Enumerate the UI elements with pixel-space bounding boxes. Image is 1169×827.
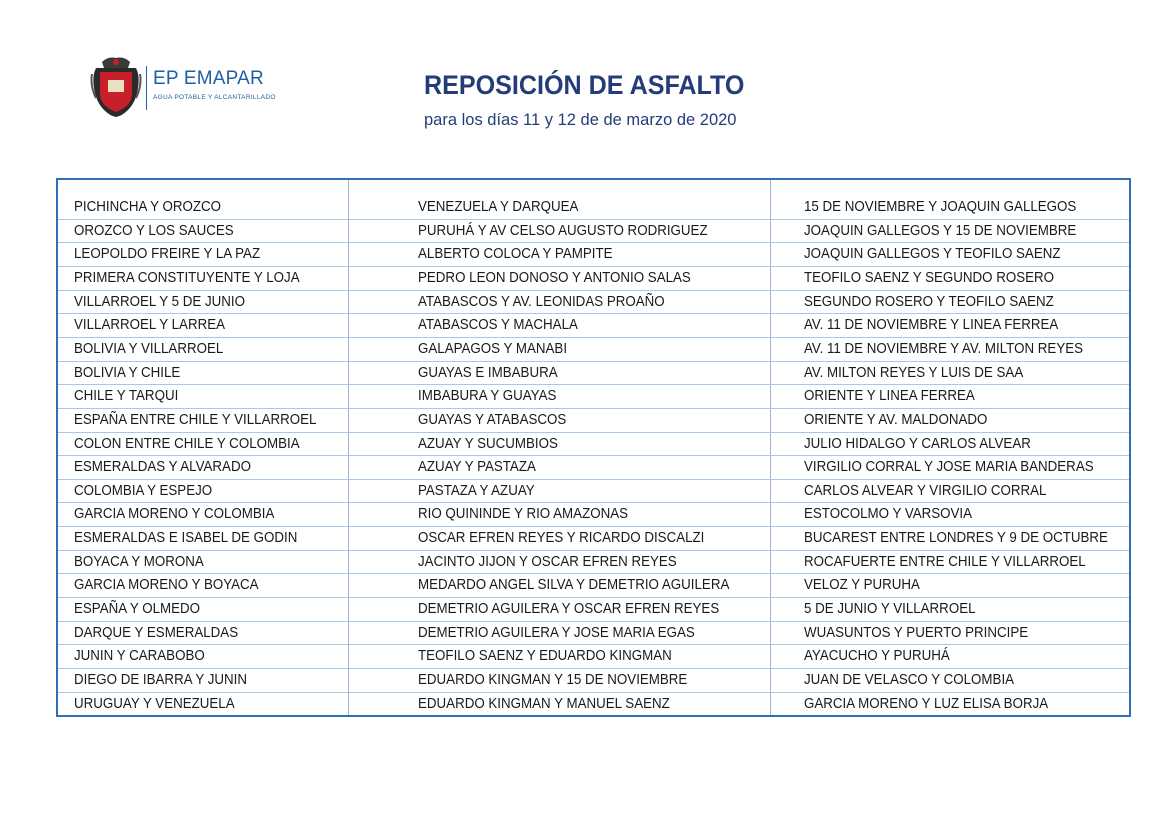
column-divider [348, 180, 349, 715]
row-divider [58, 219, 1129, 220]
table-cell: BUCAREST ENTRE LONDRES Y 9 DE OCTUBRE [804, 530, 1108, 547]
table-cell: GUAYAS Y ATABASCOS [418, 411, 567, 428]
column-divider [770, 180, 771, 715]
table-cell: COLOMBIA Y ESPEJO [74, 482, 213, 499]
table-cell: ROCAFUERTE ENTRE CHILE Y VILLARROEL [804, 553, 1086, 570]
logo-divider [146, 66, 147, 110]
table-cell: OSCAR EFREN REYES Y RICARDO DISCALZI [418, 530, 705, 547]
table-cell: VILLARROEL Y 5 DE JUNIO [74, 293, 246, 310]
table-cell: GALAPAGOS Y MANABI [418, 340, 568, 357]
table-cell: VILLARROEL Y LARREA [74, 317, 226, 334]
table-cell: AZUAY Y PASTAZA [418, 459, 536, 476]
row-divider [58, 692, 1129, 693]
row-divider [58, 455, 1129, 456]
table-cell: VELOZ Y PURUHA [804, 577, 920, 594]
table-cell: ATABASCOS Y MACHALA [418, 317, 578, 334]
table-cell: SEGUNDO ROSERO Y TEOFILO SAENZ [804, 293, 1054, 310]
row-divider [58, 644, 1129, 645]
table-cell: EDUARDO KINGMAN Y 15 DE NOVIEMBRE [418, 672, 688, 688]
table-cell: BOLIVIA Y VILLARROEL [74, 340, 224, 357]
row-divider [58, 573, 1129, 574]
table-cell: 5 DE JUNIO Y VILLARROEL [804, 601, 976, 618]
row-divider [58, 266, 1129, 267]
row-divider [58, 479, 1129, 480]
table-cell: AZUAY Y SUCUMBIOS [418, 435, 558, 452]
table-cell: WUASUNTOS Y PUERTO PRINCIPE [804, 624, 1029, 641]
table-cell: PICHINCHA Y OROZCO [74, 199, 222, 215]
table-cell: AV. MILTON REYES Y LUIS DE SAA [804, 364, 1024, 381]
table-cell: BOYACA Y MORONA [74, 553, 204, 570]
page-subtitle: para los días 11 y 12 de de marzo de 2020 [424, 111, 737, 129]
row-divider [58, 621, 1129, 622]
table-cell: PEDRO LEON DONOSO Y ANTONIO SALAS [418, 269, 691, 286]
table-cell: MEDARDO ANGEL SILVA Y DEMETRIO AGUILERA [418, 577, 730, 594]
table-cell: COLON ENTRE CHILE Y COLOMBIA [74, 435, 300, 452]
table-cell: PRIMERA CONSTITUYENTE Y LOJA [74, 269, 300, 286]
table-cell: DIEGO DE IBARRA Y JUNIN [74, 672, 247, 688]
table-cell: PURUHÁ Y AV CELSO AUGUSTO RODRIGUEZ [418, 222, 708, 239]
table-cell: IMBABURA Y GUAYAS [418, 388, 557, 405]
table-cell: 15 DE NOVIEMBRE Y JOAQUIN GALLEGOS [804, 199, 1077, 215]
table-cell: DARQUE Y ESMERALDAS [74, 624, 239, 641]
table-cell: ESMERALDAS E ISABEL DE GODIN [74, 530, 298, 547]
table-cell: AV. 11 DE NOVIEMBRE Y LINEA FERREA [804, 317, 1059, 334]
row-divider [58, 408, 1129, 409]
row-divider [58, 597, 1129, 598]
table-cell: JOAQUIN GALLEGOS Y 15 DE NOVIEMBRE [804, 222, 1077, 239]
table-cell: ESPAÑA Y OLMEDO [74, 601, 201, 618]
table-cell: PASTAZA Y AZUAY [418, 482, 535, 499]
streets-table [56, 178, 1131, 717]
row-divider [58, 361, 1129, 362]
table-cell: RIO QUININDE Y RIO AMAZONAS [418, 506, 629, 523]
table-cell: EDUARDO KINGMAN Y MANUEL SAENZ [418, 695, 670, 712]
table-cell: JUAN DE VELASCO Y COLOMBIA [804, 672, 1015, 688]
row-divider [58, 242, 1129, 243]
table-cell: ORIENTE Y AV. MALDONADO [804, 411, 988, 428]
page-title: REPOSICIÓN DE ASFALTO [424, 70, 745, 100]
row-divider [58, 432, 1129, 433]
row-divider [58, 313, 1129, 314]
table-cell: ALBERTO COLOCA Y PAMPITE [418, 246, 613, 263]
table-cell: AYACUCHO Y PURUHÁ [804, 648, 950, 665]
table-cell: LEOPOLDO FREIRE Y LA PAZ [74, 246, 261, 263]
coat-of-arms-icon [90, 54, 142, 118]
table-cell: OROZCO Y LOS SAUCES [74, 222, 234, 239]
table-cell: CARLOS ALVEAR Y VIRGILIO CORRAL [804, 482, 1047, 499]
table-cell: AV. 11 DE NOVIEMBRE Y AV. MILTON REYES [804, 340, 1084, 357]
company-logo [90, 54, 280, 118]
table-cell: DEMETRIO AGUILERA Y JOSE MARIA EGAS [418, 624, 695, 641]
logo-name: EP EMAPAR [153, 68, 264, 89]
table-cell: JULIO HIDALGO Y CARLOS ALVEAR [804, 435, 1031, 452]
table-cell: JUNIN Y CARABOBO [74, 648, 205, 665]
table-cell: ESPAÑA ENTRE CHILE Y VILLARROEL [74, 411, 317, 428]
table-cell: ESMERALDAS Y ALVARADO [74, 459, 251, 476]
table-cell: BOLIVIA Y CHILE [74, 364, 181, 381]
table-cell: ORIENTE Y LINEA FERREA [804, 388, 975, 405]
row-divider [58, 526, 1129, 527]
table-cell: GUAYAS E IMBABURA [418, 364, 558, 381]
row-divider [58, 550, 1129, 551]
table-cell: DEMETRIO AGUILERA Y OSCAR EFREN REYES [418, 601, 720, 618]
table-cell: VIRGILIO CORRAL Y JOSE MARIA BANDERAS [804, 459, 1094, 476]
table-cell: JACINTO JIJON Y OSCAR EFREN REYES [418, 553, 677, 570]
table-cell: JOAQUIN GALLEGOS Y TEOFILO SAENZ [804, 246, 1061, 263]
table-cell: ESTOCOLMO Y VARSOVIA [804, 506, 973, 523]
table-cell: TEOFILO SAENZ Y SEGUNDO ROSERO [804, 269, 1055, 286]
table-cell: GARCIA MORENO Y COLOMBIA [74, 506, 275, 523]
table-cell: ATABASCOS Y AV. LEONIDAS PROAÑO [418, 293, 665, 310]
table-cell: GARCIA MORENO Y BOYACA [74, 577, 259, 594]
table-cell: VENEZUELA Y DARQUEA [418, 199, 579, 215]
row-divider [58, 337, 1129, 338]
table-cell: CHILE Y TARQUI [74, 388, 179, 405]
row-divider [58, 502, 1129, 503]
table-cell: GARCIA MORENO Y LUZ ELISA BORJA [804, 695, 1049, 712]
row-divider [58, 384, 1129, 385]
table-cell: TEOFILO SAENZ Y EDUARDO KINGMAN [418, 648, 672, 665]
logo-tagline: AGUA POTABLE Y ALCANTARILLADO [153, 94, 276, 101]
row-divider [58, 290, 1129, 291]
row-divider [58, 668, 1129, 669]
table-cell: URUGUAY Y VENEZUELA [74, 695, 235, 712]
